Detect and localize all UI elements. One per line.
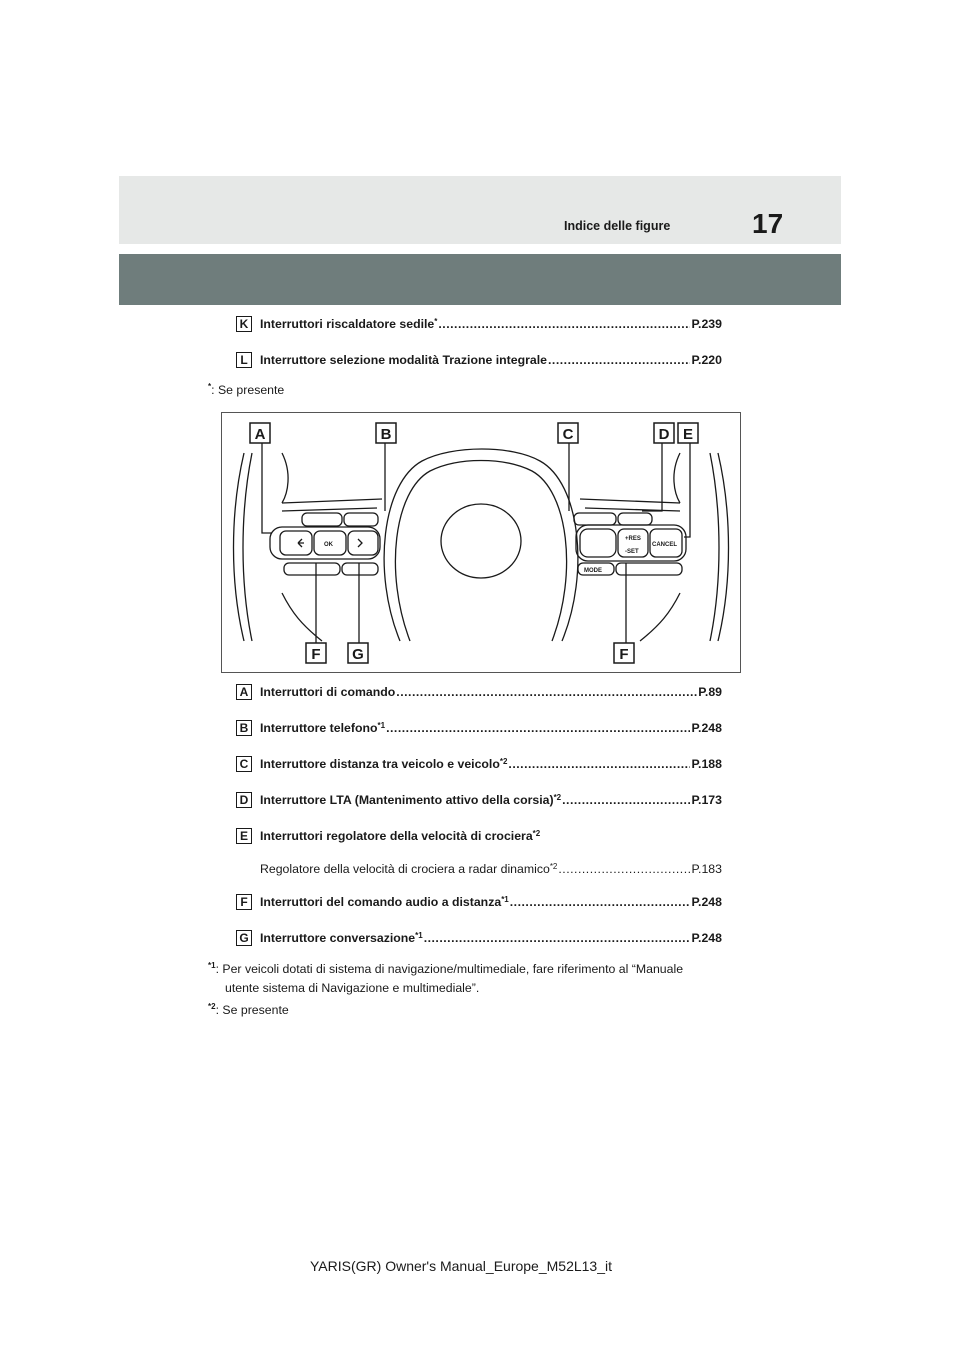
index-entry-d[interactable]	[236, 792, 722, 809]
callout-b: B	[380, 426, 392, 443]
index-entry-a[interactable]	[236, 684, 722, 701]
entry-label: Interruttore selezione modalità Trazione integrale	[260, 353, 547, 367]
entry-sup: *2	[532, 829, 541, 838]
index-entry-c[interactable]	[236, 756, 722, 773]
leader-dots	[386, 721, 690, 735]
mode-button-label: MODE	[584, 568, 602, 574]
leader-dots	[396, 685, 697, 699]
callout-letter: E	[236, 828, 252, 844]
set-button-label: -SET	[625, 549, 639, 555]
page-ref-link[interactable]: P.248	[691, 721, 722, 735]
page-ref-link[interactable]: P.248	[691, 895, 722, 909]
entry-label: Interruttori riscaldatore sedile	[260, 317, 435, 331]
sub-entry-radar-cruise[interactable]	[260, 862, 722, 876]
entry-sup: *1	[415, 931, 423, 940]
callout-letter: F	[236, 894, 252, 910]
callout-g: G	[352, 646, 364, 663]
callout-letter: B	[236, 720, 252, 736]
callout-e: E	[682, 426, 694, 443]
page-ref-link[interactable]: P.183	[691, 862, 722, 876]
footnote-se-presente: *: Se presente	[208, 382, 285, 397]
leader-dots	[558, 862, 690, 876]
entry-label: Interruttore LTA (Mantenimento attivo della corsia)	[260, 793, 554, 807]
entry-label: Interruttore conversazione	[260, 931, 416, 945]
section-title: Indice delle figure	[564, 219, 671, 233]
leader-dots	[510, 895, 691, 909]
callout-d: D	[658, 426, 670, 443]
callout-a: A	[254, 426, 266, 443]
footnote-1: $^{*1}$: Per veicoli dotati di sistema di navigazione/multimediale, fare riferimento al “Manuale utente sistema di Navigazione e multimediale”.	[208, 961, 684, 995]
page-number: 17	[752, 208, 784, 239]
callout-f-right: F	[619, 646, 629, 663]
entry-label: Regolatore della velocità di crociera a radar dinamico	[260, 862, 550, 876]
leader-dots	[508, 757, 690, 771]
index-entry-b[interactable]	[236, 720, 722, 737]
callout-c: C	[562, 426, 574, 443]
entry-sup: *2	[549, 862, 558, 871]
page-ref-link[interactable]: P.220	[691, 353, 722, 367]
leader-dots	[562, 793, 690, 807]
page-ref-link[interactable]: P.173	[691, 793, 722, 807]
index-entry-k[interactable]	[236, 316, 722, 333]
section-banner	[119, 254, 841, 305]
index-entry-l[interactable]	[236, 352, 722, 369]
cancel-button-label: CANCEL	[652, 542, 677, 548]
index-entry-e[interactable]	[236, 828, 722, 845]
callout-letter: A	[236, 684, 252, 700]
page-ref-link[interactable]: P.239	[691, 317, 722, 331]
footnote-2: $^{*2}$: Se presente	[208, 1002, 289, 1017]
index-entry-g[interactable]	[236, 930, 722, 947]
leader-dots	[424, 931, 691, 945]
entry-label: Interruttori del comando audio a distanza	[260, 895, 502, 909]
callout-letter: D	[236, 792, 252, 808]
entry-sup: *1	[501, 895, 509, 904]
page-ref-link[interactable]: P.188	[691, 757, 722, 771]
steering-wheel-illustration	[222, 413, 740, 672]
callout-letter: L	[236, 352, 252, 368]
header-band	[119, 176, 841, 244]
callout-letter: K	[236, 316, 252, 332]
callout-letter: C	[236, 756, 252, 772]
entry-sup: *2	[499, 757, 508, 766]
leader-dots	[548, 353, 690, 367]
ok-button-label: OK	[324, 542, 333, 548]
res-button-label: +RES	[625, 536, 641, 542]
entry-sup: *1	[377, 721, 386, 730]
callout-letter: G	[236, 930, 252, 946]
page-ref-link[interactable]: P.89	[698, 685, 722, 699]
leader-dots	[438, 317, 690, 331]
entry-label: Interruttori regolatore della velocità di crociera	[260, 829, 533, 843]
entry-label: Interruttore distanza tra veicolo e veicolo	[260, 757, 500, 771]
entry-label: Interruttore telefono	[260, 721, 378, 735]
index-entry-f[interactable]	[236, 894, 722, 911]
page-ref-link[interactable]: P.248	[691, 931, 722, 945]
page-footer: YARIS(GR) Owner's Manual_Europe_M52L13_it	[310, 1258, 612, 1274]
callout-f-left: F	[311, 646, 321, 663]
entry-sup: *	[434, 317, 438, 326]
entry-sup: *2	[553, 793, 562, 802]
entry-label: Interruttori di comando	[260, 685, 396, 699]
steering-wheel-figure	[221, 412, 741, 673]
